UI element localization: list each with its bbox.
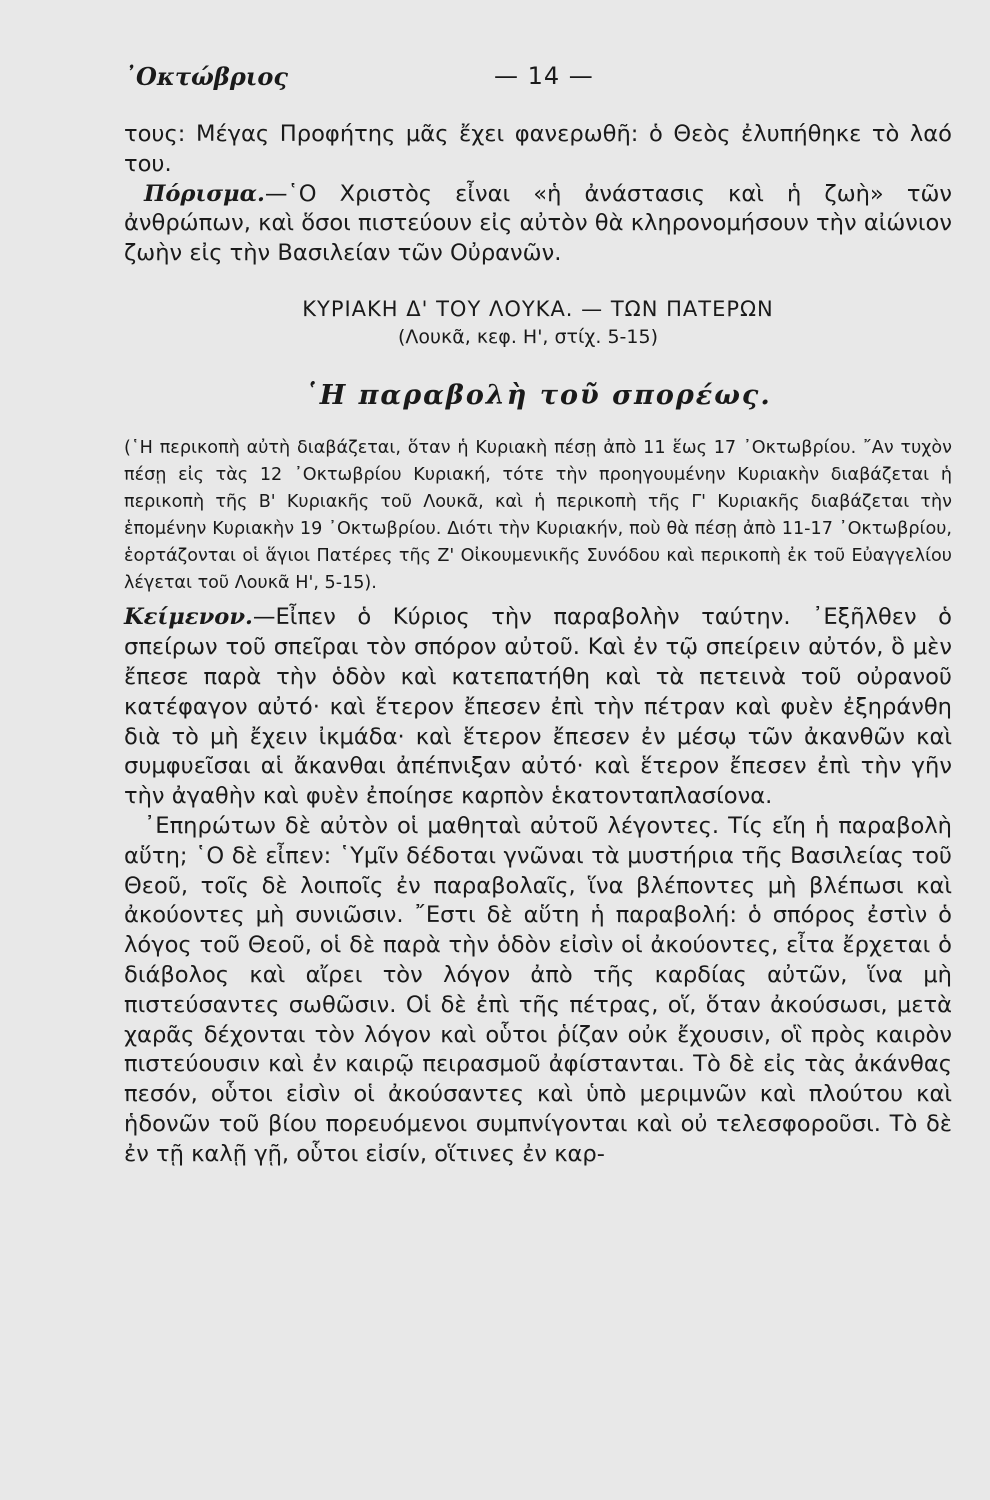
keimenon-lead: Κείμενον. — [124, 604, 253, 631]
page-number: — 14 — — [494, 62, 594, 90]
parable-title: ῾Η παραβολὴ τοῦ σπορέως. — [304, 379, 772, 411]
keimenon-text: —Εἶπεν ὁ Κύριος τὴν παραβολὴν ταύτην. ᾿Εξῆλθεν ὁ σπείρων τοῦ σπεῖραι τὸν σπόρον αὐτοῦ. Καὶ ἐν τῷ σπείρειν αὐτόν, ὃ μὲν ἔπεσε παρὰ τὴν ὁδὸν καὶ κατεπατήθη καὶ τὰ πετεινὰ τοῦ οὐρανοῦ κατέφαγον αὐτό· καὶ ἕτερον ἔπεσεν ἐπὶ τὴν πέτραν καὶ φυὲν ἐξηράνθη διὰ τὸ μὴ ἔχειν ἰκμάδα· καὶ ἕτερον ἔπεσεν ἐν μέσῳ τῶν ἀκανθῶν καὶ συμφυεῖσαι αἱ ἄκανθαι ἀπέπνιξαν αὐτό· καὶ ἕτερον ἔπεσεν ἐπὶ τὴν γῆν τὴν ἀγαθὴν καὶ φυὲν ἐποίησε καρπὸν ἑκατονταπλασίονα. — [124, 604, 952, 810]
porisma-text: —῾Ο Χριστὸς εἶναι «ἡ ἀνάστασις καὶ ἡ ζωὴ» τῶν ἀνθρώπων, καὶ ὅσοι πιστεύουν εἰς αὐτὸν θὰ κληρονομήσουν τὴν αἰώνιον ζωὴν εἰς τὴν Βασιλείαν τῶν Οὐρανῶν. — [124, 180, 952, 267]
sunday-reference: (Λουκᾶ, κεφ. Η', στίχ. 5-15) — [398, 325, 658, 348]
sunday-heading: ΚΥΡΙΑΚΗ Δ' ΤΟΥ ΛΟΥΚΑ. — ΤΩΝ ΠΑΤΕΡΩΝ — [302, 296, 774, 321]
reading-note: (῾Η περικοπὴ αὐτὴ διαβάζεται, ὅταν ἡ Κυριακὴ πέσῃ ἀπὸ 11 ἕως 17 ᾿Οκτωβρίου. ῎Αν τυχὸν πέσῃ εἰς τὰς 12 ᾿Οκτωβρίου Κυριακή, τότε τὴν προηγουμένην Κυριακὴν διαβάζεται ἡ περικοπὴ τῆς Β' Κυριακῆς τοῦ Λουκᾶ, καὶ ἡ περικοπὴ τῆς Γ' Κυριακῆς διαβάζεται τὴν ἑπομένην Κυριακὴν 19 ᾿Οκτωβρίου. Διότι τὴν Κυριακήν, ποὺ θὰ πέσῃ ἀπὸ 11-17 ᾿Οκτωβρίου, ἑορτάζονται οἱ ἅγιοι Πατέρες τῆς Ζ' Οἰκουμενικῆς Συνόδου καὶ περικοπὴ ἐκ τοῦ Εὐαγγελίου λέγεται τοῦ Λουκᾶ Η', 5-15). — [124, 437, 952, 594]
porisma-lead: Πόρισμα. — [144, 180, 265, 207]
continuation-paragraph: ᾿Επηρώτων δὲ αὐτὸν οἱ μαθηταὶ αὐτοῦ λέγοντες. Τίς εἴη ἡ παραβολὴ αὕτη; ῾Ο δὲ εἶπεν: ῾Υμῖν δέδοται γνῶναι τὰ μυστήρια τῆς Βασιλείας τοῦ Θεοῦ, τοῖς δὲ λοιποῖς ἐν παραβολαῖς, ἵνα βλέποντες μὴ βλέπωσι καὶ ἀκούοντες μὴ συνιῶσιν. ῎Εστι δὲ αὕτη ἡ παραβολή: ὁ σπόρος ἐστὶν ὁ λόγος τοῦ Θεοῦ, οἱ δὲ παρὰ τὴν ὁδὸν εἰσὶν οἱ ἀκούοντες, εἶτα ἔρχεται ὁ διάβολος καὶ αἴρει τὸν λόγον ἀπὸ τῆς καρδίας αὐτῶν, ἵνα μὴ πιστεύσαντες σωθῶσιν. Οἱ δὲ ἐπὶ τῆς πέτρας, οἵ, ὅταν ἀκούσωσι, μετὰ χαρᾶς δέχονται τὸν λόγον καὶ οὗτοι ῥίζαν οὐκ ἔχουσιν, οἳ πρὸς καιρὸν πιστεύουσιν καὶ ἐν καιρῷ πειρασμοῦ ἀφίστανται. Τὸ δὲ εἰς τὰς ἀκάνθας πεσόν, οὗτοι εἰσὶν οἱ ἀκούσαντες καὶ ὑπὸ μεριμνῶν καὶ πλούτου καὶ ἡδονῶν τοῦ βίου πορευόμενοι συμπνίγονται καὶ οὐ τελεσφοροῦσι. Τὸ δὲ ἐν τῇ καλῇ γῇ, οὗτοι εἰσίν, οἵτινες ἐν καρ- — [124, 812, 952, 1167]
opening-paragraph: τους: Μέγας Προφήτης μᾶς ἔχει φανερωθῆ: ὁ Θεὸς ἐλυπήθηκε τὸ λαό του. — [124, 121, 952, 177]
page-body — [124, 120, 952, 1169]
running-title: ᾿Οκτώβριος — [124, 62, 289, 91]
running-head — [124, 60, 952, 106]
porisma-paragraph — [124, 180, 952, 269]
keimenon-paragraph — [124, 603, 952, 812]
